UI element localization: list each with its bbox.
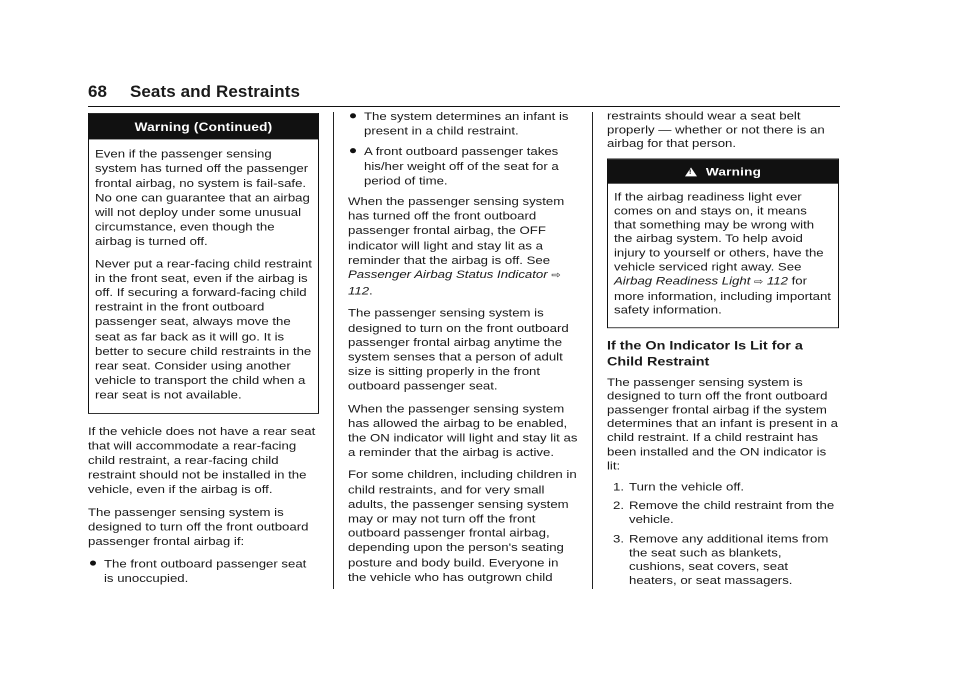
chapter-title: Seats and Restraints bbox=[129, 82, 301, 101]
bullet-item: The system determines an infant is present in a child restraint. bbox=[348, 109, 579, 138]
header-rule bbox=[88, 106, 840, 107]
cross-reference-link[interactable]: Airbag Readiness Light bbox=[614, 274, 751, 287]
warning-continued-title: Warning (Continued) bbox=[89, 114, 318, 140]
warning-title: ! Warning bbox=[608, 159, 838, 184]
list-item: 1. Turn the vehicle off. bbox=[613, 480, 745, 494]
page-number: 68 bbox=[88, 82, 108, 101]
bullet-icon bbox=[350, 148, 356, 153]
body-paragraph: The passenger sensing system is designed to turn on the front outboard passenger frontal airbag anytime the system senses that a person of adult size is sitting properly in the front outboard passenger seat. bbox=[348, 306, 569, 393]
column-divider-1 bbox=[333, 112, 334, 589]
page-arrow-icon: ⇨ bbox=[551, 270, 561, 281]
column-2 bbox=[348, 109, 579, 592]
column-divider-2 bbox=[592, 112, 593, 589]
cross-reference-page[interactable]: 112 bbox=[766, 274, 788, 287]
section-title: If the On Indicator Is Lit for a Child Restraint bbox=[607, 339, 803, 369]
body-paragraph: For some children, including children in child restraints, and for very small adults, the passenger sensing system may or may not turn off the front outboard passenger frontal airbag, depending upon the person's seating posture and body build. Everyone in the vehicle who has outgrown child bbox=[348, 468, 577, 584]
bullet-item: A front outboard passenger takes his/her weight off of the seat for a period of time. bbox=[348, 144, 579, 188]
page-arrow-icon: ⇨ bbox=[754, 277, 764, 287]
warning-triangle-icon bbox=[685, 167, 697, 176]
cross-reference-page[interactable]: 112 bbox=[348, 284, 370, 298]
warning-paragraph: Never put a rear-facing child restraint in the front seat, even if the airbag is off. If securing a forward-facing child restraint in the front outboard passenger seat, always move the seat as far back as it will go. It is better to secure child restraints in the rear seat. Consider using another vehicle to transport the child when a rear seat is not available. bbox=[95, 256, 312, 402]
cross-reference-link[interactable]: Passenger Airbag Status Indicator bbox=[348, 268, 548, 281]
body-paragraph: The passenger sensing system is designed to turn off the front outboard passenger frontal airbag if the system determines that an infant is present in a child restraint. If a child restraint has been installed and the ON indicator is lit: bbox=[607, 375, 838, 472]
column-3 bbox=[607, 109, 839, 592]
warning-paragraph: If the airbag readiness light ever comes on and stays on, it means that something may be wrong with the airbag system. To help avoid injury to yourself or others, have the vehicle serviced right away. See Airbag Readiness Light ⇨ 112 for more information, including important safety information. bbox=[614, 190, 831, 317]
body-paragraph: When the passenger sensing system has turned off the front outboard passenger frontal airbag, the OFF indicator will light and stay lit as a reminder that the airbag is off. See Passenger Airbag Status Indicator ⇨ 112. bbox=[348, 194, 565, 298]
column-1 bbox=[88, 113, 319, 592]
bullet-item: The front outboard passenger seat is unoccupied. bbox=[88, 556, 319, 585]
page-header bbox=[88, 82, 300, 102]
warning-continued-box bbox=[88, 113, 319, 414]
warning-box bbox=[607, 158, 839, 328]
bullet-icon bbox=[350, 113, 356, 118]
body-paragraph: The passenger sensing system is designed to turn off the front outboard passenger frontal airbag if: bbox=[88, 505, 309, 548]
bullet-icon bbox=[90, 561, 96, 566]
body-paragraph: If the vehicle does not have a rear seat that will accommodate a rear-facing child restraint, a rear-facing child restraint should not be installed in the vehicle, even if the airbag is off. bbox=[88, 424, 316, 497]
body-paragraph: When the passenger sensing system has allowed the airbag to be enabled, the ON indicator will light and stay lit as a reminder that the airbag is active. bbox=[348, 402, 578, 459]
body-paragraph: restraints should wear a seat belt properly — whether or not there is an airbag for that person. bbox=[607, 109, 825, 150]
steps-list bbox=[607, 480, 839, 587]
list-item: 3. Remove any additional items from the seat such as blankets, cushions, seat covers, seat heaters, or seat massagers. bbox=[613, 532, 829, 587]
warning-paragraph: Even if the passenger sensing system has turned off the passenger frontal airbag, no system is fail-safe. No one can guarantee that an airbag will not deploy under some unusual circumstance, even though the airbag is turned off. bbox=[95, 147, 310, 249]
list-item: 2. Remove the child restraint from the vehicle. bbox=[613, 499, 835, 526]
